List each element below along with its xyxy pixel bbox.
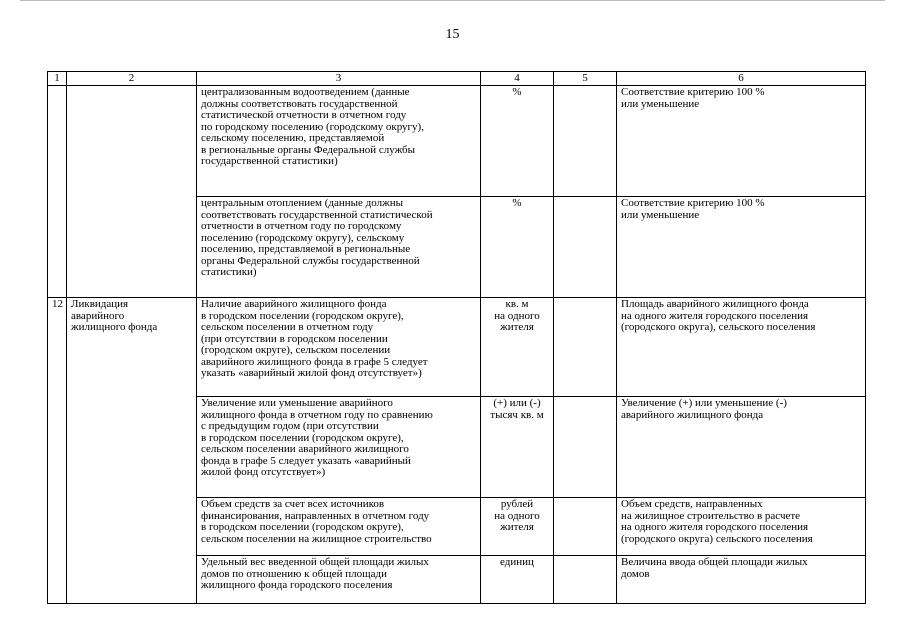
criterion-text: Соответствие критерию 100 % или уменьшение (617, 197, 866, 298)
column-header: 1 (48, 72, 67, 86)
unit-of-measure: единиц (481, 556, 554, 604)
value-cell (554, 397, 617, 498)
indicator-text: центральным отоплением (данные должны соответствовать государственной статистической отчетности в отчетном году по городскому поселению (городскому округу), сельскому поселению, представляемой в региональные органы Федеральной службы государственной статистики) (197, 197, 481, 298)
indicator-text: Наличие аварийного жилищного фонда в городском поселении (городском округе), сельском поселении в отчетном году (при отсутствии в городском поселении (городском округе), сельском поселении аварийного жилищного фонда в графе 5 следует указать «аварийный жилой фонд отсутствует») (197, 298, 481, 397)
criterion-text: Величина ввода общей площади жилых домов (617, 556, 866, 604)
value-cell (554, 298, 617, 397)
unit-of-measure: кв. м на одного жителя (481, 298, 554, 397)
criterion-text: Соответствие критерию 100 % или уменьшение (617, 86, 866, 197)
criterion-text: Площадь аварийного жилищного фонда на одного жителя городского поселения (городского округа), сельского поселения (617, 298, 866, 397)
criterion-text: Увеличение (+) или уменьшение (-) аварийного жилищного фонда (617, 397, 866, 498)
indicator-text: Увеличение или уменьшение аварийного жилищного фонда в отчетном году по сравнению с предыдущим годом (при отсутствии в городском поселении (городском округе), сельском поселении аварийного жилищного фонда в графе 5 следует указать «аварийный жилой фонд отсутствует») (197, 397, 481, 498)
column-header: 6 (617, 72, 866, 86)
column-header: 4 (481, 72, 554, 86)
page-top-rule (20, 0, 885, 1)
indicator-text: Объем средств за счет всех источников финансирования, направленных в отчетном году в городском поселении (городском округе), сельском поселении на жилищное строительство (197, 498, 481, 556)
value-cell (554, 498, 617, 556)
criterion-text: Объем средств, направленных на жилищное строительство в расчете на одного жителя городского поселения (городского округа) сельского поселения (617, 498, 866, 556)
unit-of-measure: рублей на одного жителя (481, 498, 554, 556)
table-row (48, 298, 866, 397)
item-name (67, 86, 197, 298)
table-row (48, 86, 866, 197)
column-header: 2 (67, 72, 197, 86)
unit-of-measure: % (481, 86, 554, 197)
indicator-text: Удельный вес введенной общей площади жилых домов по отношению к общей площади жилищного фонда городского поселения (197, 556, 481, 604)
column-header: 5 (554, 72, 617, 86)
column-header: 3 (197, 72, 481, 86)
unit-of-measure: (+) или (-) тысяч кв. м (481, 397, 554, 498)
indicator-text: централизованным водоотведением (данные должны соответствовать государственной статистической отчетности в отчетном году по городскому поселению (городскому округу), сельскому поселению, представляемой в региональные органы Федеральной службы государственной статистики) (197, 86, 481, 197)
indicator-table (47, 71, 866, 604)
value-cell (554, 556, 617, 604)
table-header-row (48, 72, 866, 86)
value-cell (554, 86, 617, 197)
item-name: Ликвидация аварийного жилищного фонда (67, 298, 197, 604)
page-number: 15 (445, 27, 460, 42)
unit-of-measure: % (481, 197, 554, 298)
value-cell (554, 197, 617, 298)
item-number: 12 (48, 298, 67, 604)
item-number (48, 86, 67, 298)
